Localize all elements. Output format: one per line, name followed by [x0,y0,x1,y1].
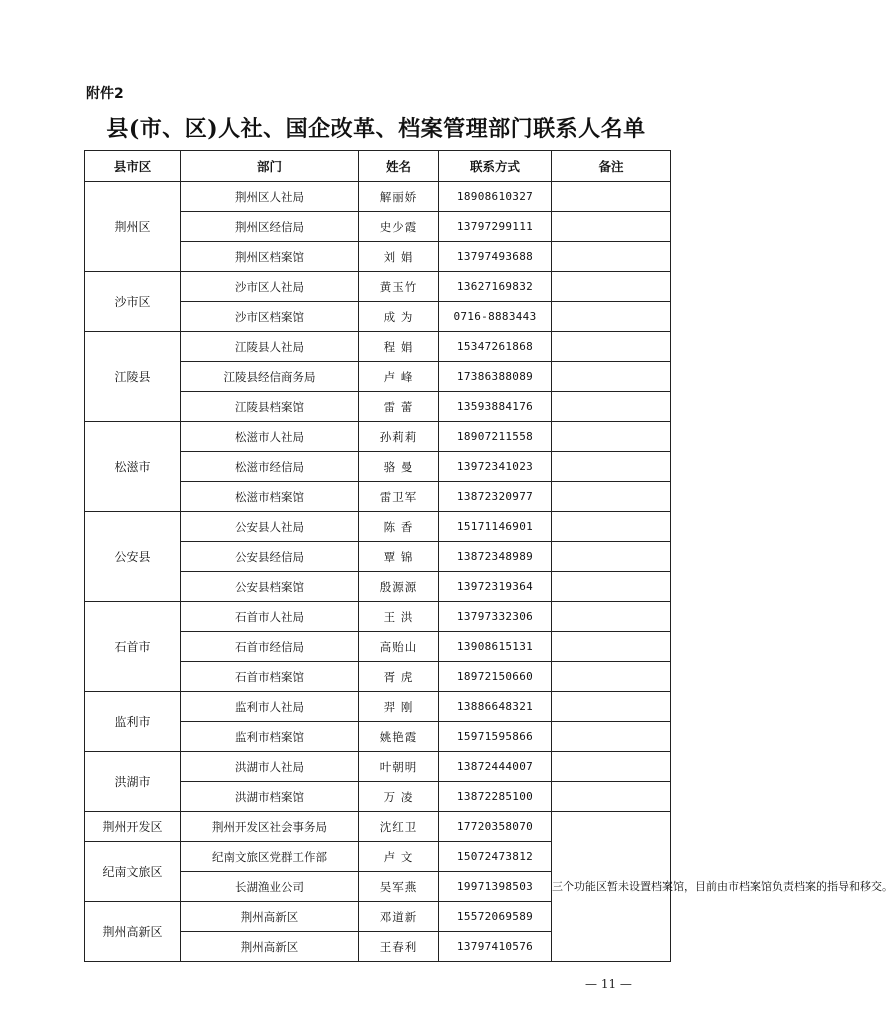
phone-cell: 13908615131 [439,632,552,662]
phone-cell: 13593884176 [439,392,552,422]
table-row [85,272,671,302]
name-cell: 叶朝明 [359,752,439,782]
department-cell: 长湖渔业公司 [181,872,359,902]
name-cell: 沈红卫 [359,812,439,842]
name-cell: 高贻山 [359,632,439,662]
table-row [85,332,671,362]
note-cell [552,542,671,572]
table-row [85,752,671,782]
note-cell [552,782,671,812]
table-header-row [85,151,671,182]
table-body [85,182,893,962]
name-cell: 吴军燕 [359,872,439,902]
phone-cell: 17386388089 [439,362,552,392]
name-cell: 胥 虎 [359,662,439,692]
note-cell [552,422,671,452]
department-cell: 荆州开发区社会事务局 [181,812,359,842]
name-cell: 成 为 [359,302,439,332]
department-cell: 江陵县人社局 [181,332,359,362]
name-cell: 王春利 [359,932,439,962]
name-cell: 程 娟 [359,332,439,362]
note-cell [552,692,671,722]
phone-cell: 13872444007 [439,752,552,782]
region-cell: 荆州高新区 [85,902,181,962]
name-cell: 孙莉莉 [359,422,439,452]
contact-table [84,150,893,962]
table-row [85,812,671,842]
note-cell [552,272,671,302]
name-cell: 解丽娇 [359,182,439,212]
department-cell: 松滋市经信局 [181,452,359,482]
department-cell: 纪南文旅区党群工作部 [181,842,359,872]
department-cell: 江陵县档案馆 [181,392,359,422]
name-cell: 骆 曼 [359,452,439,482]
region-cell: 沙市区 [85,272,181,332]
department-cell: 公安县档案馆 [181,572,359,602]
department-cell: 荆州区人社局 [181,182,359,212]
department-cell: 监利市档案馆 [181,722,359,752]
name-cell: 万 凌 [359,782,439,812]
header-note: 备注 [552,151,671,182]
phone-cell: 18972150660 [439,662,552,692]
page-number: — 11 — [585,977,632,991]
note-cell [552,182,671,212]
department-cell: 松滋市人社局 [181,422,359,452]
note-cell [552,302,671,332]
department-cell: 石首市经信局 [181,632,359,662]
region-cell: 洪湖市 [85,752,181,812]
name-cell: 王 洪 [359,602,439,632]
table-row [85,422,671,452]
department-cell: 石首市档案馆 [181,662,359,692]
note-cell [552,212,671,242]
region-cell: 江陵县 [85,332,181,422]
region-cell: 松滋市 [85,422,181,512]
name-cell: 覃 锦 [359,542,439,572]
department-cell: 荆州高新区 [181,932,359,962]
name-cell: 刘 娟 [359,242,439,272]
table-row [85,182,671,212]
department-cell: 沙市区档案馆 [181,302,359,332]
phone-cell: 19971398503 [439,872,552,902]
department-cell: 荆州区档案馆 [181,242,359,272]
note-cell [552,632,671,662]
phone-cell: 13972341023 [439,452,552,482]
phone-cell: 13872320977 [439,482,552,512]
table-row [85,512,671,542]
region-cell: 公安县 [85,512,181,602]
phone-cell: 13797299111 [439,212,552,242]
table-row [85,602,671,632]
phone-cell: 13797332306 [439,602,552,632]
department-cell: 松滋市档案馆 [181,482,359,512]
name-cell: 邓道新 [359,902,439,932]
department-cell: 洪湖市人社局 [181,752,359,782]
region-cell: 石首市 [85,602,181,692]
phone-cell: 15171146901 [439,512,552,542]
header-contact: 联系方式 [439,151,552,182]
note-cell [552,602,671,632]
table-row [85,692,671,722]
phone-cell: 13627169832 [439,272,552,302]
name-cell: 殷源源 [359,572,439,602]
header-department: 部门 [181,151,359,182]
note-cell [552,392,671,422]
note-cell [552,572,671,602]
name-cell: 卢 文 [359,842,439,872]
department-cell: 江陵县经信商务局 [181,362,359,392]
attachment-label: 附件2 [86,86,124,102]
phone-cell: 13872348989 [439,542,552,572]
department-cell: 荆州区经信局 [181,212,359,242]
name-cell: 陈 香 [359,512,439,542]
phone-cell: 13797410576 [439,932,552,962]
header-region: 县市区 [85,151,181,182]
note-cell [552,722,671,752]
phone-cell: 13797493688 [439,242,552,272]
department-cell: 沙市区人社局 [181,272,359,302]
phone-cell: 13872285100 [439,782,552,812]
note-cell: 三个功能区暂未设置档案馆，目前由市档案馆负责档案的指导和移交。 [552,812,671,962]
phone-cell: 15072473812 [439,842,552,872]
region-cell: 荆州区 [85,182,181,272]
phone-cell: 13886648321 [439,692,552,722]
phone-cell: 18907211558 [439,422,552,452]
note-cell [552,242,671,272]
phone-cell: 15347261868 [439,332,552,362]
department-cell: 洪湖市档案馆 [181,782,359,812]
phone-cell: 0716-8883443 [439,302,552,332]
department-cell: 监利市人社局 [181,692,359,722]
name-cell: 雷卫军 [359,482,439,512]
phone-cell: 17720358070 [439,812,552,842]
phone-cell: 15971595866 [439,722,552,752]
header-name: 姓名 [359,151,439,182]
region-cell: 纪南文旅区 [85,842,181,902]
department-cell: 石首市人社局 [181,602,359,632]
department-cell: 公安县经信局 [181,542,359,572]
name-cell: 羿 刚 [359,692,439,722]
note-cell [552,482,671,512]
name-cell: 卢 峰 [359,362,439,392]
name-cell: 史少霞 [359,212,439,242]
note-cell [552,752,671,782]
name-cell: 雷 蕾 [359,392,439,422]
region-cell: 监利市 [85,692,181,752]
note-cell [552,332,671,362]
phone-cell: 13972319364 [439,572,552,602]
page-title: 县(市、区)人社、国企改革、档案管理部门联系人名单 [106,116,646,142]
department-cell: 荆州高新区 [181,902,359,932]
note-cell [552,452,671,482]
name-cell: 黄玉竹 [359,272,439,302]
note-cell [552,362,671,392]
region-cell: 荆州开发区 [85,812,181,842]
note-cell [552,662,671,692]
name-cell: 姚艳霞 [359,722,439,752]
department-cell: 公安县人社局 [181,512,359,542]
phone-cell: 15572069589 [439,902,552,932]
phone-cell: 18908610327 [439,182,552,212]
note-cell [552,512,671,542]
